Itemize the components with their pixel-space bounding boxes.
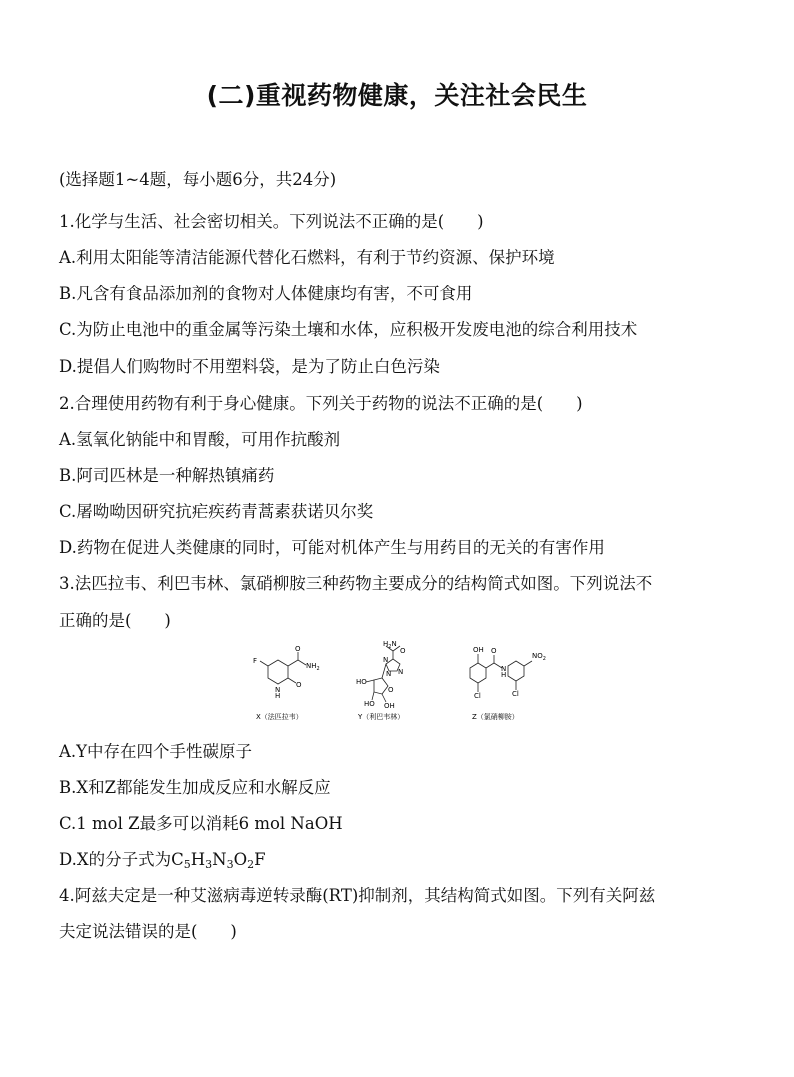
- q2-stem: 2.合理使用药物有利于身心健康。下列关于药物的说法不正确的是( ): [59, 394, 583, 413]
- x-bond: [260, 661, 268, 666]
- q1-option-b: B.凡含有食品添加剂的食物对人体健康均有害，不可食用: [59, 284, 473, 303]
- z-atom-n: N: [501, 665, 507, 673]
- x-atom-f: F: [253, 657, 258, 665]
- x-atom-o: O: [295, 645, 301, 653]
- z-bond: [486, 663, 494, 668]
- z-ring-2: [508, 661, 524, 681]
- y-atom-h2n: $H_2N$: [383, 640, 397, 650]
- q1-option-a: A.利用太阳能等清洁能源代替化石燃料，有利于节约资源、保护环境: [59, 248, 555, 267]
- page-title: (二)重视药物健康，关注社会民生: [206, 81, 588, 110]
- q3-structure-figure: [240, 640, 570, 726]
- q3-stem-line1: 3.法匹拉韦、利巴韦林、氯硝柳胺三种药物主要成分的结构简式如图。下列说法不: [59, 574, 653, 593]
- y-atom-ho1: HO: [356, 678, 367, 686]
- q1-option-d: D.提倡人们购物时不用塑料袋，是为了防止白色污染: [59, 357, 440, 376]
- y-atom-o: O: [400, 647, 406, 655]
- q2-option-d: D.药物在促进人类健康的同时，可能对机体产生与用药目的无关的有害作用: [59, 538, 605, 557]
- q3-option-d: D.X的分子式为$C_5H_3N_3O_2F$: [59, 850, 266, 871]
- z-atom-h: H: [501, 671, 507, 679]
- caption-x: X（法匹拉韦）: [256, 713, 303, 721]
- instruction-text: (选择题1~4题，每小题6分，共24分): [59, 170, 337, 189]
- y-atom-n2: N: [398, 668, 404, 676]
- z-atom-cl2: Cl: [512, 690, 519, 698]
- q2-option-c: C.屠呦呦因研究抗疟疾药青蒿素获诺贝尔奖: [59, 502, 374, 521]
- q3-option-c: C.1 mol Z最多可以消耗6 mol NaOH: [59, 814, 343, 833]
- x-bond: [288, 660, 298, 666]
- y-atom-oh: OH: [384, 702, 395, 710]
- y-atom-n1: N: [383, 656, 389, 664]
- y-atom-n3: N: [386, 670, 392, 678]
- q3-option-b: B.X和Z都能发生加成反应和水解反应: [59, 778, 331, 797]
- x-atom-nh2: $NH_2$: [306, 662, 320, 672]
- y-atom-ho2: HO: [364, 700, 375, 708]
- q2-option-b: B.阿司匹林是一种解热镇痛药: [59, 466, 275, 485]
- y-bond: [382, 694, 386, 702]
- caption-y: Y（利巴韦林）: [358, 713, 405, 721]
- x-ring: [268, 660, 288, 684]
- q2-option-a: A.氢氧化钠能中和胃酸，可用作抗酸剂: [59, 430, 341, 449]
- q1-stem: 1.化学与生活、社会密切相关。下列说法不正确的是( ): [59, 212, 484, 231]
- structures-svg: [240, 640, 570, 726]
- x-atom-oh: O: [296, 681, 302, 689]
- q3-option-a: A.Y中存在四个手性碳原子: [59, 742, 253, 761]
- z-bond: [524, 661, 532, 666]
- x-atom-h: H: [275, 692, 281, 700]
- caption-z: Z（氯硝柳胺）: [472, 713, 519, 721]
- x-bond: [288, 678, 296, 683]
- q3-stem-line2: 正确的是( ): [59, 611, 171, 630]
- z-atom-cl1: Cl: [474, 692, 481, 700]
- y-bond: [366, 680, 374, 682]
- y-ribose: [374, 678, 388, 694]
- y-bond: [372, 692, 374, 700]
- x-bond: [298, 660, 306, 665]
- z-ring-1: [470, 663, 486, 683]
- y-atom-o-ring: O: [388, 686, 394, 694]
- q4-stem-line1: 4.阿兹夫定是一种艾滋病毒逆转录酶(RT)抑制剂，其结构简式如图。下列有关阿兹: [59, 886, 656, 905]
- q4-stem-line2: 夫定说法错误的是( ): [59, 922, 237, 941]
- z-atom-no2: $NO_2$: [532, 652, 546, 662]
- z-atom-oh: OH: [473, 646, 484, 654]
- q1-option-c: C.为防止电池中的重金属等污染土壤和水体，应积极开发废电池的综合利用技术: [59, 320, 638, 339]
- x-atom-n: N: [275, 686, 281, 694]
- z-atom-o: O: [491, 647, 497, 655]
